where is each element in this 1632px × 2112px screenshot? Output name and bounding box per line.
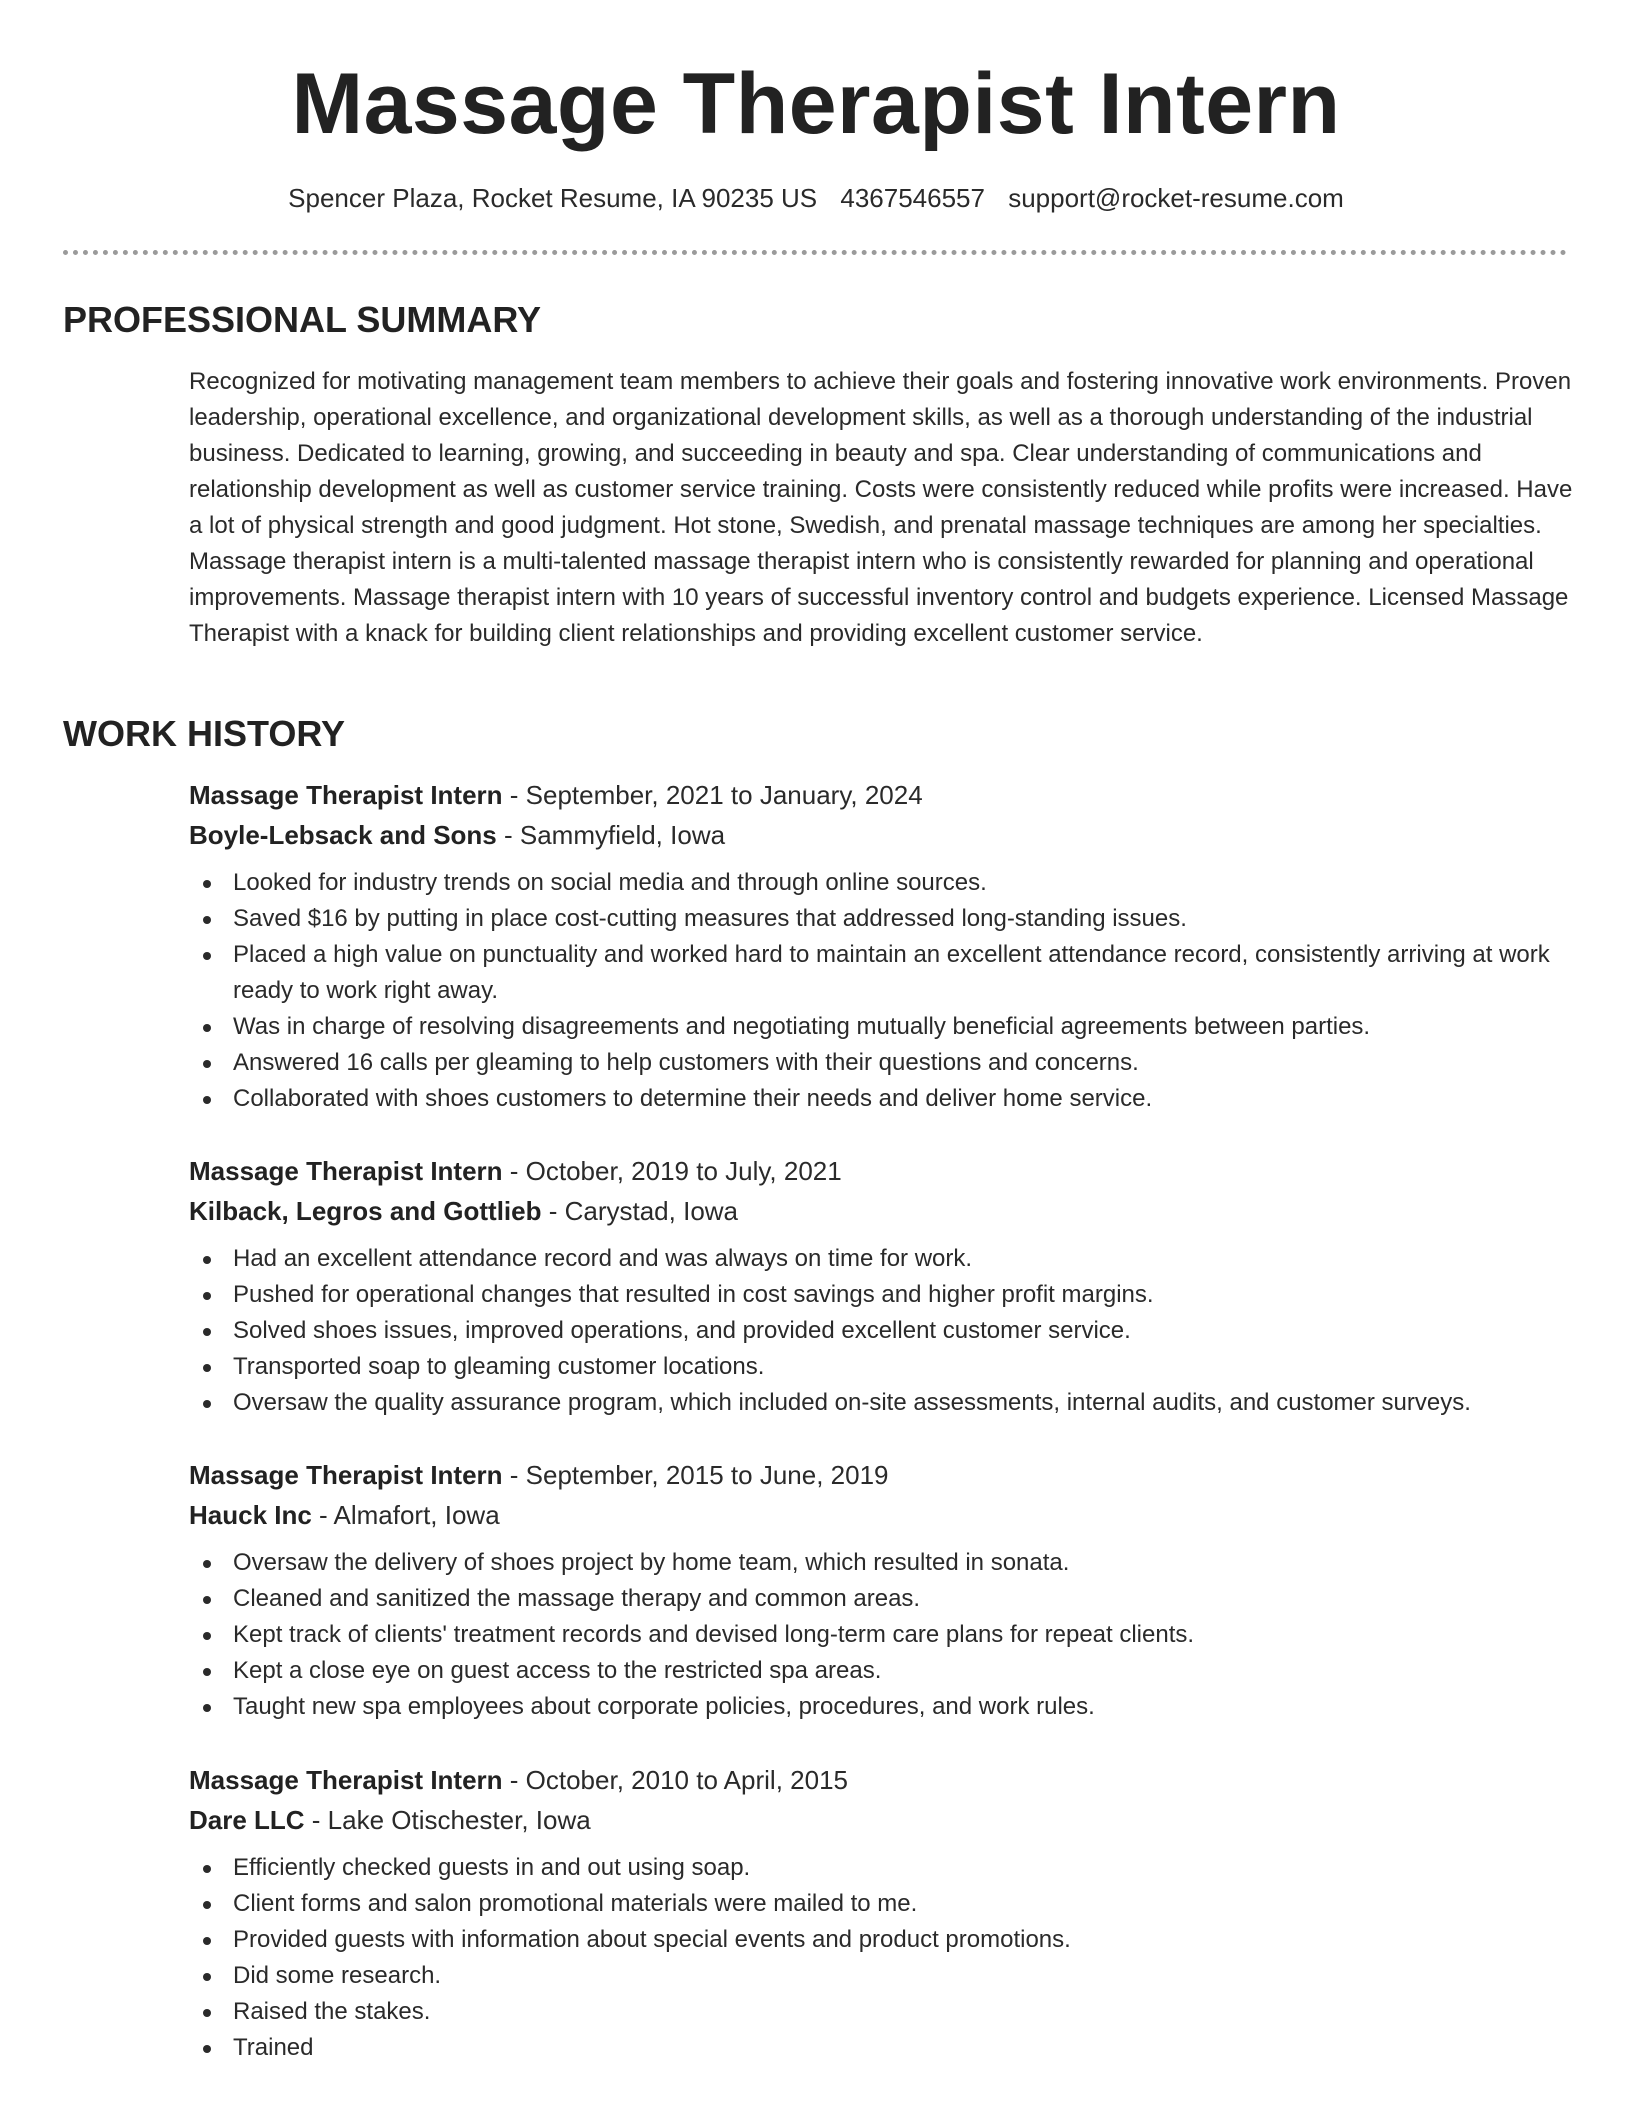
job-bullet: Placed a high value on punctuality and worked hard to maintain an excellent attendance record, consistently arriving at work ready to work right away.: [233, 937, 1579, 1009]
contact-phone: 4367546557: [840, 183, 985, 213]
header-divider: [63, 250, 1567, 255]
job-location: - Lake Otischester, Iowa: [304, 1805, 591, 1835]
job-title-line: [189, 1151, 1579, 1191]
job-location: - Almafort, Iowa: [311, 1500, 500, 1530]
contact-line: [0, 180, 1632, 216]
job-title-line: [189, 775, 1579, 815]
job-role: Massage Therapist Intern: [189, 780, 503, 810]
job-bullet: Kept a close eye on guest access to the restricted spa areas.: [233, 1653, 1579, 1689]
job-location: - Carystad, Iowa: [541, 1196, 739, 1226]
job-dates: - October, 2010 to April, 2015: [502, 1765, 848, 1795]
job-entry: [189, 1151, 1579, 1421]
job-bullet: Was in charge of resolving disagreements and negotiating mutually beneficial agreements between parties.: [233, 1009, 1579, 1045]
job-company-line: [189, 815, 1579, 855]
resume-name: Massage Therapist Intern: [291, 56, 1341, 152]
job-bullet: Client forms and salon promotional materials were mailed to me.: [233, 1886, 1579, 1922]
job-bullet: Collaborated with shoes customers to determine their needs and deliver home service.: [233, 1081, 1579, 1117]
job-bullet: Trained: [233, 2030, 1579, 2066]
job-company: Dare LLC: [189, 1805, 305, 1835]
job-company: Boyle-Lebsack and Sons: [189, 820, 497, 850]
job-bullet: Oversaw the delivery of shoes project by home team, which resulted in sonata.: [233, 1545, 1579, 1581]
job-dates: - September, 2015 to June, 2019: [502, 1460, 889, 1490]
job-company-line: [189, 1495, 1579, 1535]
job-title-line: [189, 1455, 1579, 1495]
job-bullet: Cleaned and sanitized the massage therapy and common areas.: [233, 1581, 1579, 1617]
job-entry: [189, 1455, 1579, 1725]
job-entry: [189, 775, 1579, 1117]
work-history-heading: WORK HISTORY: [63, 713, 346, 754]
job-dates: - October, 2019 to July, 2021: [502, 1156, 842, 1186]
job-location: - Sammyfield, Iowa: [496, 820, 726, 850]
job-bullet: Provided guests with information about special events and product promotions.: [233, 1922, 1579, 1958]
job-bullet: Kept track of clients' treatment records and devised long-term care plans for repeat clients.: [233, 1617, 1579, 1653]
contact-email: support@rocket-resume.com: [1008, 183, 1344, 213]
job-bullet: Had an excellent attendance record and was always on time for work.: [233, 1241, 1579, 1277]
job-company: Kilback, Legros and Gottlieb: [189, 1196, 542, 1226]
summary-heading: PROFESSIONAL SUMMARY: [63, 299, 542, 340]
job-company-line: [189, 1800, 1579, 1840]
summary-text: Recognized for motivating management team members to achieve their goals and fostering innovative work environments. Proven leadership, operational excellence, and organizational development skills, as well as a thorough understanding of the industrial business. Dedicated to learning, growing, and succeeding in beauty and spa. Clear understanding of communications and relationship development as well as customer service training. Costs were consistently reduced while profits were increased. Have a lot of physical strength and good judgment. Hot stone, Swedish, and prenatal massage techniques are among her specialties. Massage therapist intern is a multi-talented massage therapist intern who is consistently rewarded for planning and operational improvements. Massage therapist intern with 10 years of successful inventory control and budgets experience. Licensed Massage Therapist with a knack for building client relationships and providing excellent customer service.: [189, 368, 1573, 647]
job-bullets: [189, 1850, 1579, 2066]
job-bullet: Solved shoes issues, improved operations, and provided excellent customer service.: [233, 1313, 1579, 1349]
job-bullet: Raised the stakes.: [233, 1994, 1579, 2030]
job-role: Massage Therapist Intern: [189, 1460, 503, 1490]
contact-address: Spencer Plaza, Rocket Resume, IA 90235 US: [288, 183, 818, 213]
job-bullet: Oversaw the quality assurance program, which included on-site assessments, internal audits, and customer surveys.: [233, 1385, 1579, 1421]
job-bullets: [189, 1241, 1579, 1421]
job-bullet: Did some research.: [233, 1958, 1579, 1994]
job-entry: [189, 1760, 1579, 2066]
job-bullet: Saved $16 by putting in place cost-cutting measures that addressed long-standing issues.: [233, 901, 1579, 937]
job-bullets: [189, 1545, 1579, 1725]
job-bullet: Taught new spa employees about corporate policies, procedures, and work rules.: [233, 1689, 1579, 1725]
job-bullets: [189, 865, 1579, 1117]
job-company: Hauck Inc: [189, 1500, 312, 1530]
job-role: Massage Therapist Intern: [189, 1765, 503, 1795]
job-title-line: [189, 1760, 1579, 1800]
job-bullet: Transported soap to gleaming customer locations.: [233, 1349, 1579, 1385]
job-role: Massage Therapist Intern: [189, 1156, 503, 1186]
job-dates: - September, 2021 to January, 2024: [502, 780, 923, 810]
job-bullet: Efficiently checked guests in and out using soap.: [233, 1850, 1579, 1886]
job-bullet: Pushed for operational changes that resulted in cost savings and higher profit margins.: [233, 1277, 1579, 1313]
job-bullet: Answered 16 calls per gleaming to help customers with their questions and concerns.: [233, 1045, 1579, 1081]
job-company-line: [189, 1191, 1579, 1231]
job-bullet: Looked for industry trends on social media and through online sources.: [233, 865, 1579, 901]
